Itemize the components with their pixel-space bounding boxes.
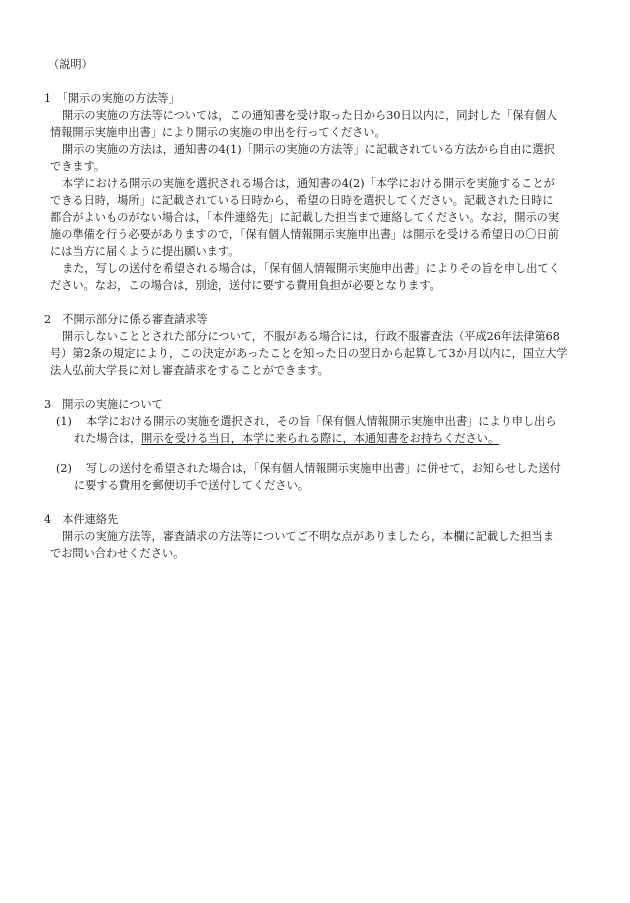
section-1-text: ださい。なお，この場合は，別途，送付に要する費用負担が必要となります。	[50, 279, 441, 292]
item-1-text: 本学における開示の実施を選択され，その旨「保有個人情報開示実施申出書」により申し出ら	[86, 415, 557, 428]
section-2-text: 号）第2条の規定により，この決定があったことを知った日の翌日から起算して3か月以内に，国立大学	[50, 347, 568, 360]
section-1-text: できる日時，場所」に記載されている日時から，希望の日時を選択してください。記載された日時に	[50, 194, 554, 207]
section-1-text: できます。	[50, 160, 106, 173]
section-4-heading: 4 本件連絡先	[44, 513, 119, 526]
section-2-text: 開示しないこととされた部分について，不服がある場合には，行政不服審査法（平成26年法律第68	[62, 330, 560, 343]
explanation-label: （説明）	[48, 58, 93, 71]
section-1-text: 情報開示実施申出書」により開示の実施の申出を行ってください。	[50, 126, 386, 139]
section-2-text: 法人弘前大学長に対し審査請求をすることができます。	[50, 364, 329, 377]
item-1-marker: (1)	[56, 415, 72, 428]
item-1-text	[74, 430, 499, 447]
item-2-marker: (2)	[56, 462, 72, 475]
item-1-plain-text: れた場合は，	[74, 432, 142, 445]
section-3-heading: 3 開示の実施について	[44, 398, 163, 411]
section-2-heading: 2 不開示部分に係る審査請求等	[44, 313, 208, 326]
section-1-text: 開示の実施の方法は，通知書の4(1)「開示の実施の方法等」に記載されている方法から自由に選択	[62, 143, 555, 156]
section-1-text: 都合がよいものがない場合は，「本件連絡先」に記載した担当まで連絡してください。なお，開示の実	[50, 211, 560, 224]
section-1-text: 施の準備を行う必要がありますので，「保有個人情報開示実施申出書」は開示を受ける希望日の〇日前	[50, 228, 559, 241]
section-1-text: また，写しの送付を希望される場合は，「保有個人情報開示実施申出書」によりその旨を申し出てく	[62, 262, 560, 275]
section-1-text: 本学における開示の実施を選択される場合は，通知書の4(2)「本学における開示を実施することが	[62, 177, 555, 190]
section-1-heading: 1 「開示の実施の方法等」	[44, 92, 180, 105]
section-4-text: でお問い合わせください。	[50, 547, 185, 560]
item-1-underlined-text: 開示を受ける当日，本学に来られる際に，本通知書をお持ちください。	[141, 432, 500, 445]
section-1-text: 開示の実施の方法等については，この通知書を受け取った日から30日以内に，同封した「保有個人	[62, 109, 558, 122]
section-1-text: には当方に届くように提出願います。	[50, 245, 240, 258]
item-2-text: に要する費用を郵便切手で送付してください。	[74, 479, 309, 492]
item-2-text: 写しの送付を希望された場合は，「保有個人情報開示実施申出書」に併せて，お知らせした送付	[86, 462, 561, 475]
section-4-text: 開示の実施方法等，審査請求の方法等についてご不明な点がありましたら，本欄に記載した担当ま	[62, 530, 555, 543]
